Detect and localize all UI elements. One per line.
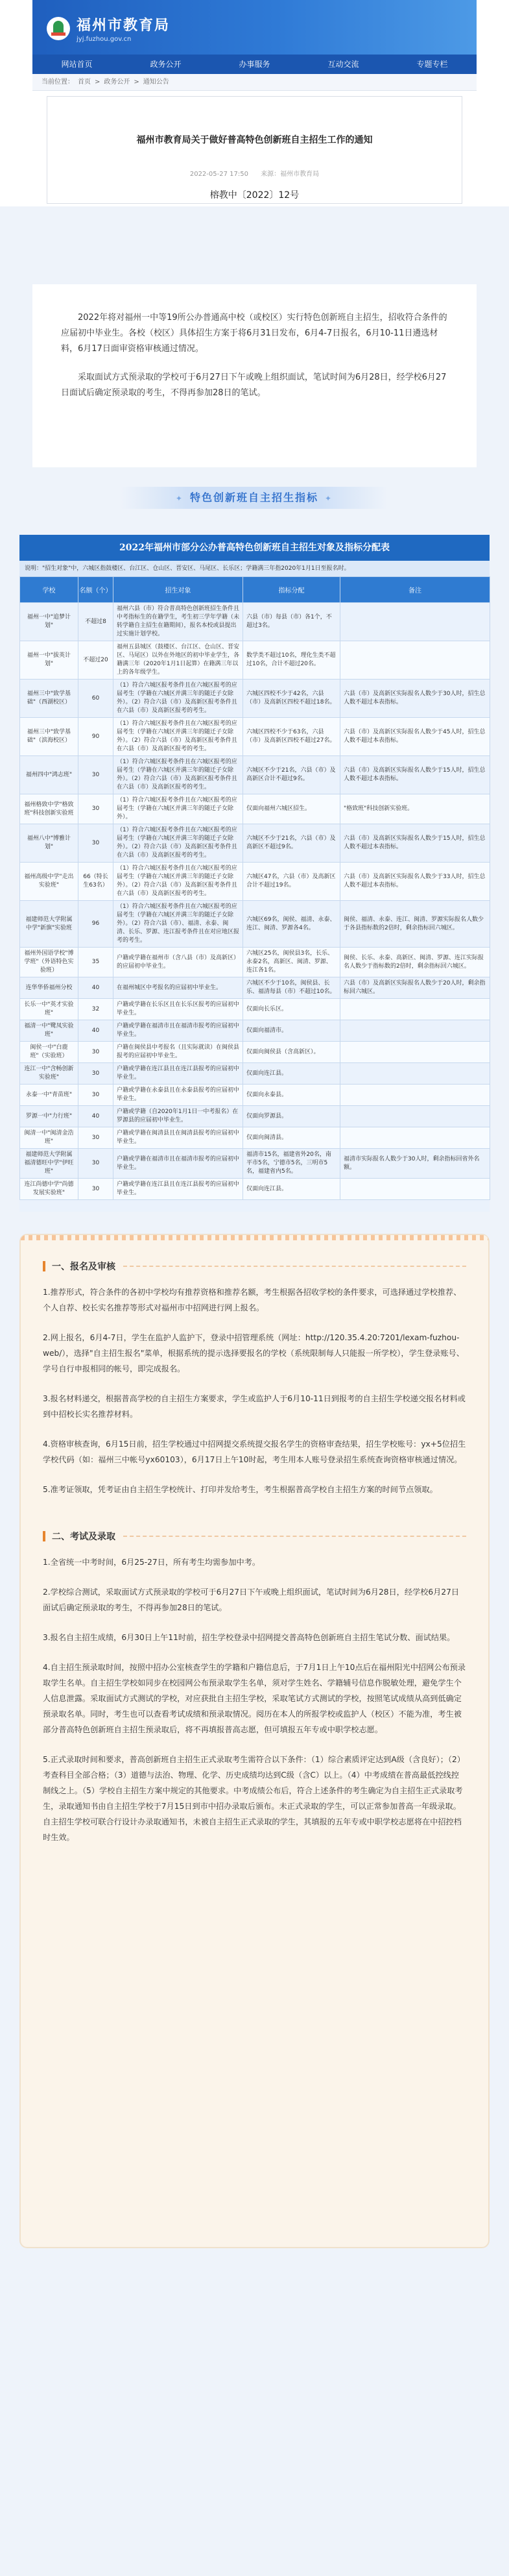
- section-paragraph: 4.自主招生预录取时间，按照中招办公室核查学生的学籍和户籍信息后，于7月1日上午10点后在福州阳光中招网公布预录取学生名单。自主招生学校如同步在校园网公布预录取学生名单，须对学生姓名、学籍辅号信息作脱敏处理，避免学生个人信息泄露。采取面试方式测试的学校，对应获批自主招生学校，采取笔试方式测试的学校，按照笔试成绩从高到低确定预录取名单。同时，考生也可以查看考试成绩和预录取情况。阅历在本人的所报学校或监护人（校区）不能为准，考生被部分普高特色创新班自主招生预录取后，将不再填报普高志愿，但可填报五年专或中职学校志愿。: [43, 1663, 466, 1734]
- cell-allocation: 仅面向闽清县。: [243, 1127, 340, 1149]
- cell-allocation: 六城区四校不少于42名，六县（市）及高新区四校不超过18名。: [243, 680, 340, 718]
- cell-allocation: 仅面向连江县。: [243, 1179, 340, 1200]
- table-row: [20, 794, 490, 824]
- cell-quota: 30: [78, 794, 113, 824]
- cell-allocation: 仅面向福州六城区招生。: [243, 794, 340, 824]
- breadcrumb-label: 当前位置：: [41, 79, 74, 86]
- heading-bar-icon: [43, 1531, 45, 1541]
- cell-school: 连江一中"含畅创新实验班": [20, 1063, 78, 1085]
- heading-divider: [123, 1266, 466, 1267]
- cell-quota: 35: [78, 948, 113, 977]
- cell-quota: 不超过20: [78, 641, 113, 680]
- cell-quota: 90: [78, 718, 113, 756]
- article-source: 来源：福州市教育局: [261, 171, 320, 178]
- section-paragraph: 1.全省统一中考时间，6月25-27日，所有考生均需参加中考。: [43, 1558, 261, 1567]
- cell-remarks: [340, 1063, 490, 1085]
- cell-school: 福建师范大学附属福清德旺中学"伊旺班": [20, 1149, 78, 1179]
- details-panel: [19, 1234, 490, 2248]
- cell-allocation: 六城区不少于21名，六县（市）及高新区不超过9名。: [243, 824, 340, 863]
- cell-school: 福州一中"拔英计划": [20, 641, 78, 680]
- table-row: [20, 641, 490, 680]
- cell-school: 福州三中"致学基础"（西湖校区）: [20, 680, 78, 718]
- cell-target: 在福州城区中考报名的应届初中毕业生。: [113, 977, 243, 999]
- table-row: [20, 977, 490, 999]
- table-row: [20, 863, 490, 901]
- table-footer: [19, 1200, 490, 1212]
- article-title: 福州市教育局关于做好普高特色创新班自主招生工作的通知: [136, 135, 373, 145]
- banner-title: ✦ 特色创新班自主招生指标 ✦: [121, 487, 388, 509]
- site-domain: jyj.fuzhou.gov.cn: [77, 36, 132, 43]
- article-date: 2022-05-27 17:50: [189, 171, 248, 178]
- section-paragraph: 2.学校综合测试，采取面试方式预录取的学校可于6月27日下午或晚上组织面试，笔试时间为6月28日，经学校6月27日面试后确定预录取的考生，不得再参加28日的笔试。: [43, 1588, 460, 1612]
- table-row: [20, 1042, 490, 1063]
- cell-target: 户籍或学籍（自2020年1月1日一中考报名）在罗源县的应届初中毕业生。: [113, 1106, 243, 1127]
- cell-allocation: 仅面向闽侯县（含高新区）。: [243, 1042, 340, 1063]
- cell-remarks: [340, 1085, 490, 1106]
- cell-target: 户籍在闽侯县中考报名（且实际就读）在闽侯县报考的应届初中毕业生。: [113, 1042, 243, 1063]
- cell-target: 福州五县城区（鼓楼区、台江区、仓山区、晋安区、马尾区）以外在外地区的初中毕业学生，各籍满三年（2020年1月1日起算）在籍满三年以上的各年级学生。: [113, 641, 243, 680]
- document-number: 榕教中〔2022〕12号: [209, 190, 300, 201]
- cell-allocation: 仅面向罗源县。: [243, 1106, 340, 1127]
- cell-quota: 96: [78, 901, 113, 948]
- cell-quota: 30: [78, 1085, 113, 1106]
- table-row: [20, 1149, 490, 1179]
- cell-target: 户籍或学籍在连江县且在连江县报考的应届初中毕业生。: [113, 1179, 243, 1200]
- cell-quota: 不超过8: [78, 603, 113, 641]
- cell-target: 户籍或学籍在福清市且在福清市报考的应届初中毕业生。: [113, 1020, 243, 1042]
- cell-remarks: 六县（市）及高新区实际报名人数少于30人时，招生总人数不超过本表指标。: [340, 680, 490, 718]
- cell-remarks: [340, 1042, 490, 1063]
- cell-remarks: [340, 603, 490, 641]
- cell-allocation: 六城区四校不少于63名，六县（市）及高新区四校不超过27名。: [243, 718, 340, 756]
- table-row: [20, 1179, 490, 1200]
- table-row: [20, 718, 490, 756]
- table-title: 2022年福州市部分公办普高特色创新班自主招生对象及指标分配表: [19, 535, 490, 561]
- table-row: [20, 680, 490, 718]
- breadcrumb: [32, 74, 477, 91]
- table-header-row: [20, 577, 490, 603]
- cell-remarks: 六县（市）及高新区实际报名人数少于15人时，招生总人数不超过本表指标。: [340, 756, 490, 794]
- cell-school: 长乐一中"英才实验班": [20, 999, 78, 1020]
- section-paragraph: 5.准考证领取，凭考证由自主招生学校统计、打印并发给考生，考生根据普高学校自主招生方案的时间节点领取。: [43, 1485, 438, 1494]
- cell-remarks: [340, 1179, 490, 1200]
- nav-item-public[interactable]: 政务公开: [150, 60, 182, 69]
- col-header-remarks: 备注: [340, 577, 490, 603]
- cell-target: 福州六县（市）符合普高特色创新班招生条件且中考指标生的在籍学生，考生初三学年学籍（未转学籍自主招生在籍期间），报名本校或县提出过实施计划学校。: [113, 603, 243, 641]
- cell-target: 户籍或学籍在福清市且在福清市报考的应届初中毕业生。: [113, 1149, 243, 1179]
- cell-allocation: 仅面向连江县。: [243, 1063, 340, 1085]
- cell-allocation: 六城区不少于21名，六县（市）及高新区合计不超过9名。: [243, 756, 340, 794]
- nav-item-home[interactable]: 网站首页: [61, 60, 93, 69]
- breadcrumb-home[interactable]: 首页: [78, 79, 91, 86]
- article-header: [47, 96, 462, 204]
- cell-allocation: 六城区25名，闽侯县3名，长乐、永泰2名，高新区、闽清、罗源、连江各1名。: [243, 948, 340, 977]
- cell-school: 福州四中"鸿志班": [20, 756, 78, 794]
- section-paragraph: 1.推荐形式，符合条件的各初中学校均有推荐资格和推荐名额，考生根据各招收学校的条件要求，可选择通过学校推荐、个人自荐、校长实名推荐等形式对福州市中招网进行网上报名。: [43, 1288, 462, 1312]
- col-header-allocation: 指标分配: [243, 577, 340, 603]
- cell-school: 福州高级中学"走出实验班": [20, 863, 78, 901]
- quota-grid: [19, 576, 490, 1200]
- table-row: [20, 1106, 490, 1127]
- cell-school: 福州八中"博雅计划": [20, 824, 78, 863]
- quota-table: [19, 535, 490, 1212]
- cell-remarks: [340, 1106, 490, 1127]
- nav-item-service[interactable]: 办事服务: [239, 60, 270, 69]
- cell-quota: 30: [78, 1179, 113, 1200]
- cell-allocation: 六城区47名，六县（市）及高新区合计不超过19名。: [243, 863, 340, 901]
- cell-quota: 66（特长生63名）: [78, 863, 113, 901]
- cell-remarks: 闽侯、福清、永泰、连江、闽清、罗源实际报名人数少于各县指标数的2倍时，剩余指标回六城区。: [340, 901, 490, 948]
- breadcrumb-notice[interactable]: 通知公告: [143, 79, 169, 86]
- cell-target: （1）符合六城区报考条件且在六城区报考的应届考生（学籍在六城区并满三年的随迁子女除外）。（2）符合六县（市）及高新区报考条件且在六县（市）及高新区报考的考生。: [113, 824, 243, 863]
- heading-bar-icon: [43, 1261, 45, 1271]
- cell-quota: 30: [78, 756, 113, 794]
- cell-allocation: 仅面向长乐区。: [243, 999, 340, 1020]
- section-paragraph: 4.资格审核查询，6月15日前，招生学校通过中招网提交系统提交报名学生的资格审查结果，招生学校账号：yx+5位招生学校代码（如：福州三中帐号yx60103），6月17日上午10时起，考生用本人账号登录招生系统查询资格审核通过情况。: [43, 1440, 466, 1464]
- cell-quota: 30: [78, 1149, 113, 1179]
- main-nav: [32, 55, 477, 74]
- heading-divider: [123, 1536, 466, 1537]
- section-paragraph: 2.网上报名，6月4-7日，学生在监护人监护下，登录中招管理系统（网址：http://120.35.4.20:7201/lexam-fuzhou-web/），选择"自主招生报名"菜单，根据系统的提示选择要报名的学校（系统限制每人只能报一所学校），学生登录账号、学号自行申报相同的帐号，即完成报名。: [43, 1333, 464, 1373]
- cell-school: 福州一中"追梦计划": [20, 603, 78, 641]
- table-row: [20, 999, 490, 1020]
- table-row: [20, 756, 490, 794]
- section-heading-text: 一、报名及审核: [52, 1262, 115, 1272]
- section-paragraph: 3.报名材料递交，根据普高学校的自主招生方案要求，学生或监护人于6月10-11日到报考的自主招生学校递交报名材料或到中招校长实名推荐材料。: [43, 1394, 466, 1419]
- cell-school: 福州三中"致学基础"（滨海校区）: [20, 718, 78, 756]
- article-meta: [47, 168, 462, 178]
- site-logo[interactable]: [47, 14, 170, 43]
- section-heading: [43, 1530, 466, 1543]
- table-row: [20, 1063, 490, 1085]
- section-paragraph: 3.报名自主招生成绩，6月30日上午11时前，招生学校登录中招网提交普高特色创新班自主招生笔试分数、面试结果。: [43, 1633, 455, 1642]
- cell-target: （1）符合六城区报考条件且在六城区报考的应届考生（学籍在六城区并满三年的随迁子女除外）。（2）符合六县（市）及高新区报考条件且在六县（市）及高新区报考的考生。: [113, 756, 243, 794]
- cell-target: 户籍或学籍在长乐区且在长乐区报考的应届初中毕业生。: [113, 999, 243, 1020]
- cell-school: 闽清一中"闽清金浩班": [20, 1127, 78, 1149]
- cell-remarks: 六县（市）及高新区实际报名人数少于20人时，剩余指标回六城区。: [340, 977, 490, 999]
- cell-target: 户籍或学籍在闽清县且在闽清县报考的应届初中毕业生。: [113, 1127, 243, 1149]
- table-note: 说明："招生对象"中，六城区指鼓楼区、台江区、仓山区、晋安区、马尾区、长乐区；学籍满三年指2020年1月1日至报名时。: [19, 561, 490, 576]
- cell-school: 闽侯一中"白鹿班"（实验班）: [20, 1042, 78, 1063]
- cell-remarks: 六县（市）及高新区实际报名人数少于15人时，招生总人数不超过本表指标。: [340, 824, 490, 863]
- cell-remarks: 闽侯、长乐、永泰、高新区、闽清、罗源、连江实际报名人数少于指标数的2倍时，剩余指标回六城区。: [340, 948, 490, 977]
- cell-target: （1）符合六城区报考条件且在六城区报考的应届考生（学籍在六城区并满三年的随迁子女除外）。（2）符合六县（市）及高新区报考条件且在六县（市）及高新区报考的考生。: [113, 680, 243, 718]
- cell-allocation: 仅面向福清市。: [243, 1020, 340, 1042]
- cell-allocation: 数学类不超过10名，理化生类不超过10名，合计不超过20名。: [243, 641, 340, 680]
- cell-school: 永泰一中"青苗班": [20, 1085, 78, 1106]
- website-screenshot: [0, 0, 509, 206]
- section-heading-text: 二、考试及录取: [52, 1532, 115, 1542]
- breadcrumb-public[interactable]: 政务公开: [104, 79, 130, 86]
- cell-quota: 30: [78, 1042, 113, 1063]
- cell-target: （1）符合六城区报考条件且在六城区报考的应届考生（学籍在六城区并满三年的随迁子女除外）。（2）符合六县（市）、福清、永泰、闽清、长乐、罗源、连江报考条件且在对应地区报考的考生。: [113, 901, 243, 948]
- section-paragraph: 5.正式录取时间和要求，普高创新班自主招生正式录取考生需符合以下条件：（1）综合素质评定达到A级（含良好）；（2）考查科目全部合格；（3）道德与法治、物理、化学、历史成绩均达到C级（含C）以上。（4）中考成绩在普高最低控线控制线之上。（5）学校自主招生方案中规定的其他要求。中考成绩公布后，符合上述条件的考生确定为自主招生正式录取考生，录取通知书由自主招生学校于7月15日到市中招办录取后颁布。未正式录取的学生，可以正常参加普高一年级录取。自主招生学校可联合行设计办录取通知书，未被自主招生正式录取的学生，其填报的五年专或中职学校志愿将在中招控档时生效。: [43, 1755, 465, 1842]
- col-header-target: 招生对象: [113, 577, 243, 603]
- col-header-quota: 名额（个）: [78, 577, 113, 603]
- cell-quota: 40: [78, 977, 113, 999]
- cell-quota: 30: [78, 1127, 113, 1149]
- nav-item-topics[interactable]: 专题专栏: [416, 60, 448, 69]
- intro-box: [32, 284, 477, 467]
- table-row: [20, 901, 490, 948]
- table-row: [20, 824, 490, 863]
- cell-allocation: 六县（市）每县（市）各1个，不超过3名。: [243, 603, 340, 641]
- cell-remarks: 福清市实际报名人数少于30人时，剩余指标回省外名额。: [340, 1149, 490, 1179]
- cell-remarks: 六县（市）及高新区实际报名人数少于33人时，招生总人数不超过本表指标。: [340, 863, 490, 901]
- breadcrumb-sep: >: [134, 79, 139, 86]
- breadcrumb-sep: >: [95, 79, 101, 86]
- cell-quota: 30: [78, 1063, 113, 1085]
- cell-quota: 40: [78, 1020, 113, 1042]
- site-header: [32, 0, 477, 55]
- cell-target: 户籍或学籍在连江县且在连江县报考的应届初中毕业生。: [113, 1063, 243, 1085]
- cell-allocation: 六城区69名，闽侯、福清、永泰、连江、闽清、罗源各4名。: [243, 901, 340, 948]
- cell-target: 户籍或学籍在福州市（含八县（市）及高新区）的应届初中毕业生。: [113, 948, 243, 977]
- section-heading: [43, 1260, 466, 1273]
- intro-paragraph: 2022年将对福州一中等19所公办普通高中校（或校区）实行特色创新班自主招生，招收符合条件的应届初中毕业生。各校（校区）具体招生方案于将6月31日发布，6月4-7日报名，6月10-11日遴选材料，6月17日面审资格审核通过情况。: [61, 313, 447, 354]
- cell-school: 福建师范大学附属中学"新旗"实验班: [20, 901, 78, 948]
- site-name: 福州市教育局: [77, 18, 171, 34]
- cell-quota: 30: [78, 824, 113, 863]
- table-row: [20, 603, 490, 641]
- cell-target: 户籍或学籍在永泰县且在永泰县报考的应届初中毕业生。: [113, 1085, 243, 1106]
- cell-remarks: 六县（市）及高新区实际报名人数少于45人时，招生总人数不超过本表指标。: [340, 718, 490, 756]
- cell-quota: 60: [78, 680, 113, 718]
- cell-quota: 32: [78, 999, 113, 1020]
- cell-remarks: [340, 999, 490, 1020]
- table-row: [20, 1085, 490, 1106]
- cell-school: 连江尚德中学"尚德发展实验班": [20, 1179, 78, 1200]
- cell-school: 福州外国语学校"博学班"（外语特色实验班）: [20, 948, 78, 977]
- col-header-school: 学校: [20, 577, 78, 603]
- cell-school: 连华华侨福州分校: [20, 977, 78, 999]
- table-row: [20, 948, 490, 977]
- cell-remarks: "格致班"科技创新实验班。: [340, 794, 490, 824]
- cell-school: 罗源一中"力行班": [20, 1106, 78, 1127]
- cell-target: （1）符合六城区报考条件且在六城区报考的应届考生（学籍在六城区并满三年的随迁子女除外）。（2）符合六县（市）及高新区报考条件且在六县（市）及高新区报考的考生。: [113, 718, 243, 756]
- cell-allocation: 仅面向永泰县。: [243, 1085, 340, 1106]
- cell-remarks: [340, 1020, 490, 1042]
- cell-target: （1）符合六城区报考条件且在六城区报考的应届考生（学籍在六城区并满三年的随迁子女除外）。（2）符合六县（市）及高新区报考条件且在六县（市）及高新区报考的考生。: [113, 863, 243, 901]
- cell-allocation: 六城区不少于10名，闽侯县、长乐、福清每县（市）不超过10名。: [243, 977, 340, 999]
- table-row: [20, 1020, 490, 1042]
- nav-item-interact[interactable]: 互动交流: [327, 60, 359, 69]
- cell-allocation: 福清市15名，福建省外20名，南平市5名，宁德市5名，三明市5名，福建省内5名。: [243, 1149, 340, 1179]
- cell-remarks: [340, 641, 490, 680]
- emblem-icon: [47, 17, 70, 40]
- cell-target: （1）符合六城区报考条件且在六城区报考的应届考生（学籍在六城区并满三年的随迁子女除外）。: [113, 794, 243, 824]
- cell-school: 福州格致中学"格致班"科技创新实验班: [20, 794, 78, 824]
- table-row: [20, 1127, 490, 1149]
- intro-paragraph: 采取面试方式预录取的学校可于6月27日下午或晚上组织面试，笔试时间为6月28日，经学校6月27日面试后确定预录取的考生，不得再参加28日的笔试。: [61, 373, 447, 398]
- section-banner: [0, 467, 509, 513]
- cell-quota: 40: [78, 1106, 113, 1127]
- cell-remarks: [340, 1127, 490, 1149]
- cell-school: 福清一中"鹭凤实验班": [20, 1020, 78, 1042]
